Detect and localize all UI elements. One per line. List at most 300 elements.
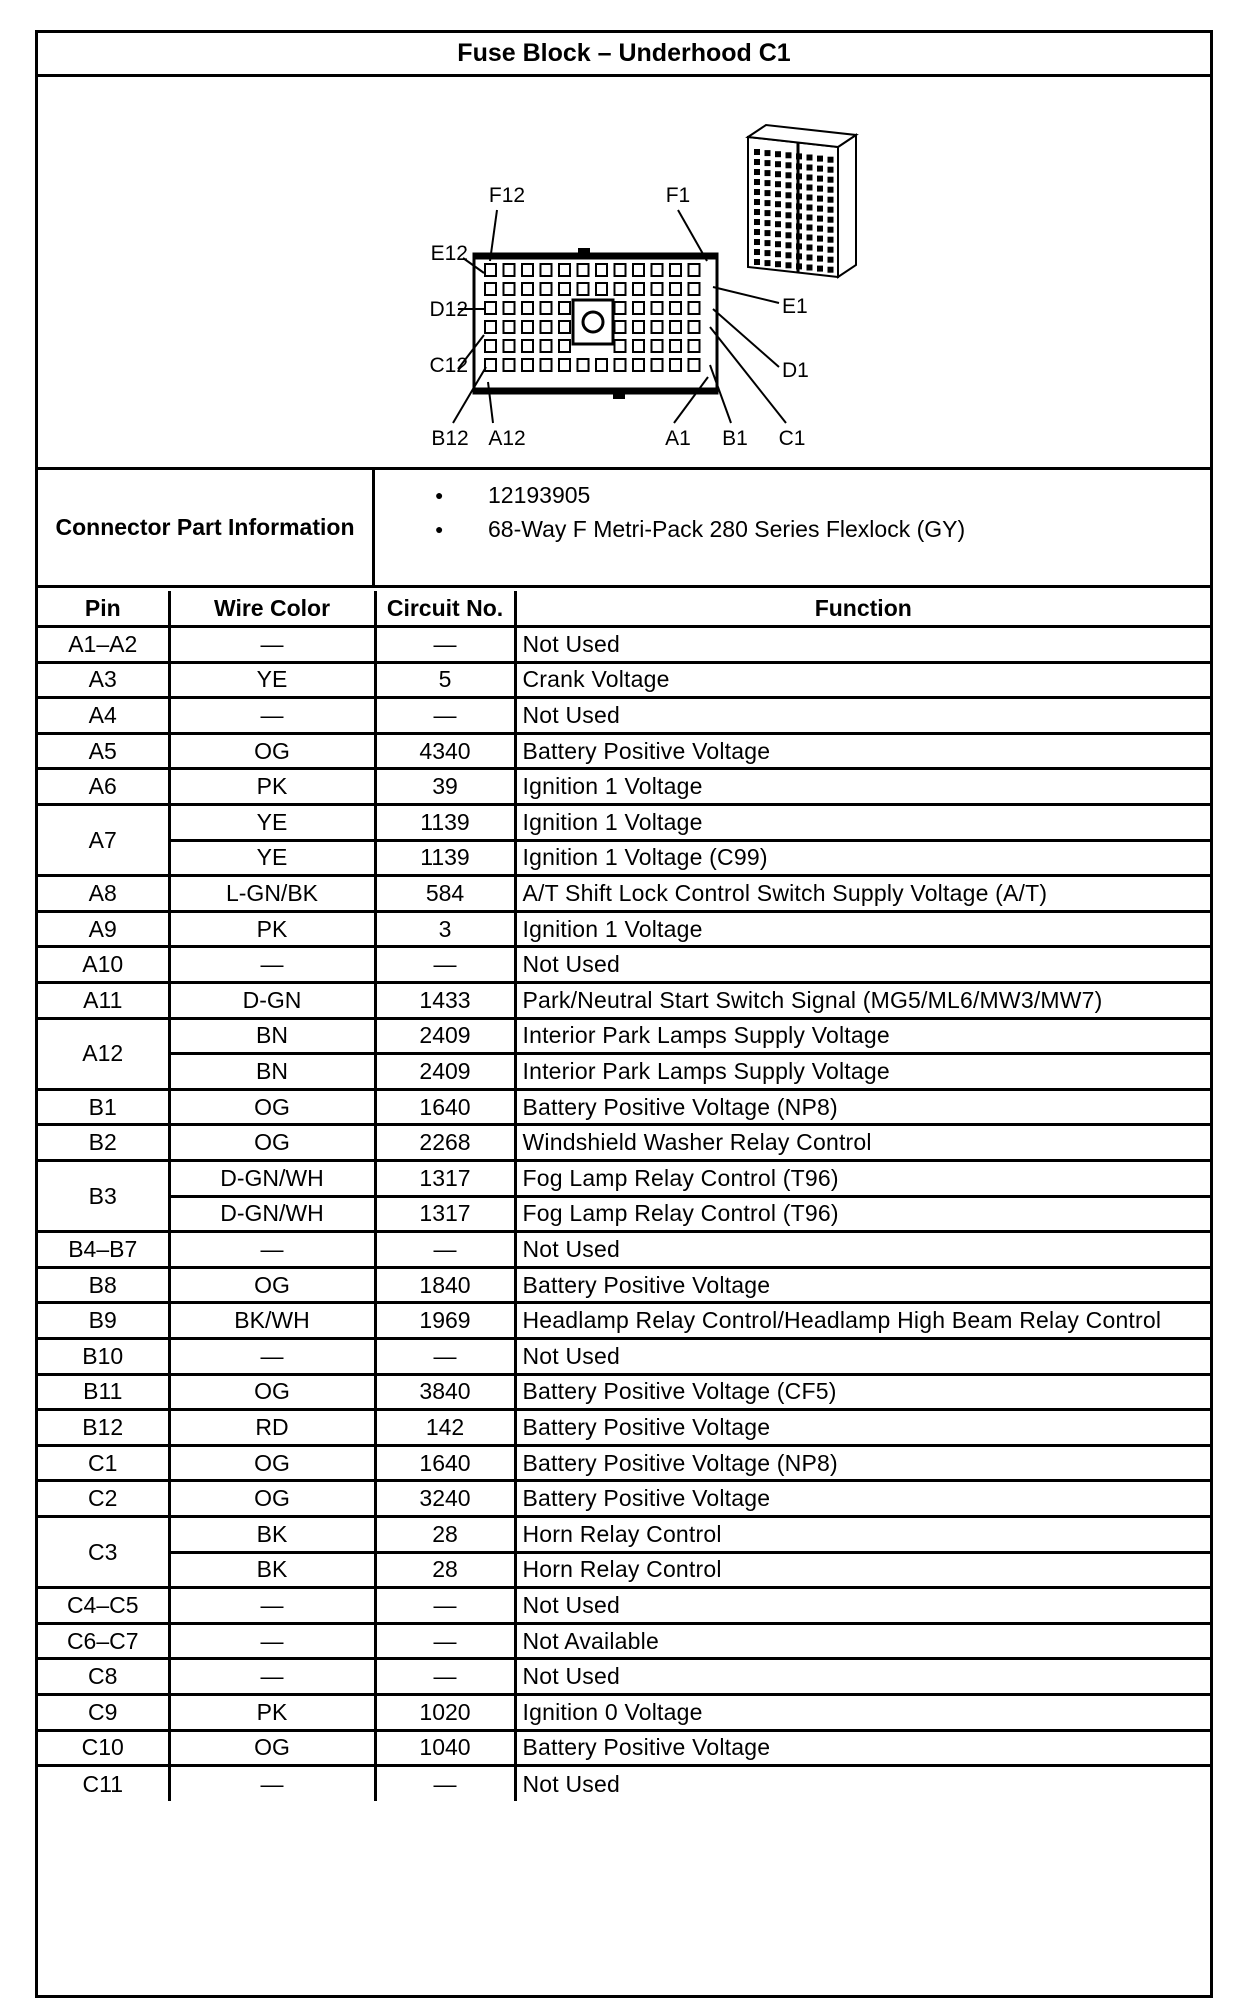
connector-diagram-panel bbox=[38, 77, 1210, 470]
thumbnail-cavity bbox=[817, 206, 823, 212]
label-e1: E1 bbox=[782, 295, 808, 318]
thumbnail-cavity bbox=[817, 176, 823, 182]
table-row bbox=[38, 1089, 1210, 1125]
pin-cavity bbox=[522, 340, 533, 352]
table-row bbox=[38, 983, 1210, 1019]
table-row bbox=[38, 1410, 1210, 1446]
circuit-cell: — bbox=[375, 1766, 515, 1802]
thumbnail-cavity bbox=[786, 252, 792, 258]
pin-cell: A12 bbox=[38, 1018, 169, 1089]
wire-color-cell: — bbox=[169, 947, 375, 983]
pin-cavity bbox=[689, 321, 700, 333]
circuit-cell: 1139 bbox=[375, 840, 515, 876]
wire-color-cell: D-GN/WH bbox=[169, 1196, 375, 1232]
pin-cavity bbox=[559, 302, 570, 314]
pin-cavity bbox=[689, 340, 700, 352]
function-cell: Battery Positive Voltage bbox=[515, 1410, 1210, 1446]
table-row bbox=[38, 1161, 1210, 1197]
function-cell: Horn Relay Control bbox=[515, 1552, 1210, 1588]
page-title: Fuse Block – Underhood C1 bbox=[38, 33, 1210, 77]
thumbnail-cavity bbox=[786, 232, 792, 238]
table-row bbox=[38, 1623, 1210, 1659]
label-b1: B1 bbox=[722, 427, 748, 450]
table-row bbox=[38, 840, 1210, 876]
pin-cell: B4–B7 bbox=[38, 1232, 169, 1268]
thumbnail-cavity bbox=[817, 156, 823, 162]
function-cell: Battery Positive Voltage (CF5) bbox=[515, 1374, 1210, 1410]
wire-color-cell: OG bbox=[169, 1445, 375, 1481]
thumbnail-cavity bbox=[754, 249, 760, 255]
thumbnail-cavity bbox=[754, 159, 760, 165]
table-row bbox=[38, 1730, 1210, 1766]
pin-cell: A9 bbox=[38, 911, 169, 947]
wire-color-cell: L-GN/BK bbox=[169, 876, 375, 912]
pin-cell: C3 bbox=[38, 1516, 169, 1587]
function-cell: Ignition 0 Voltage bbox=[515, 1694, 1210, 1730]
wire-color-cell: BK/WH bbox=[169, 1303, 375, 1339]
thumbnail-cavity bbox=[828, 217, 834, 223]
label-b12: B12 bbox=[431, 427, 469, 450]
thumbnail-cavity bbox=[807, 235, 813, 241]
pin-cavity bbox=[541, 302, 552, 314]
pin-cavity bbox=[485, 302, 496, 314]
thumbnail-cavity bbox=[775, 151, 781, 157]
pin-cavity bbox=[633, 340, 644, 352]
wire-color-cell: OG bbox=[169, 1125, 375, 1161]
connector-isometric-thumbnail bbox=[748, 125, 856, 277]
thumbnail-cavity bbox=[765, 200, 771, 206]
label-e12: E12 bbox=[430, 242, 468, 265]
function-cell: Ignition 1 Voltage bbox=[515, 911, 1210, 947]
pin-cell: A6 bbox=[38, 769, 169, 805]
pin-cavity bbox=[541, 359, 552, 371]
thumbnail-cavity bbox=[754, 229, 760, 235]
pin-cavity bbox=[541, 283, 552, 295]
pin-cavity bbox=[596, 283, 607, 295]
wire-color-cell: — bbox=[169, 627, 375, 663]
circuit-cell: 2409 bbox=[375, 1054, 515, 1090]
wire-color-cell: BN bbox=[169, 1054, 375, 1090]
wire-color-cell: YE bbox=[169, 840, 375, 876]
connector-top-tab bbox=[578, 248, 590, 257]
pin-cell: A3 bbox=[38, 662, 169, 698]
thumbnail-cavity bbox=[754, 189, 760, 195]
pin-cavity bbox=[522, 359, 533, 371]
label-c12: C12 bbox=[429, 354, 468, 377]
table-row bbox=[38, 1125, 1210, 1161]
table-row bbox=[38, 733, 1210, 769]
table-row bbox=[38, 662, 1210, 698]
wire-color-cell: BK bbox=[169, 1516, 375, 1552]
header-wire-color: Wire Color bbox=[169, 591, 375, 627]
circuit-cell: 5 bbox=[375, 662, 515, 698]
pin-cavity bbox=[485, 264, 496, 276]
pin-cavity bbox=[504, 302, 515, 314]
pin-cavity bbox=[652, 283, 663, 295]
pin-cavity bbox=[615, 264, 626, 276]
thumbnail-cavity bbox=[817, 266, 823, 272]
thumbnail-cavity bbox=[807, 165, 813, 171]
function-cell: Fog Lamp Relay Control (T96) bbox=[515, 1196, 1210, 1232]
circuit-cell: 1020 bbox=[375, 1694, 515, 1730]
pin-cell: A8 bbox=[38, 876, 169, 912]
pin-cavity bbox=[541, 264, 552, 276]
thumbnail-cavity bbox=[828, 157, 834, 163]
pin-cell: A4 bbox=[38, 698, 169, 734]
label-f12: F12 bbox=[488, 184, 526, 207]
pin-cavity bbox=[504, 359, 515, 371]
table-row bbox=[38, 1588, 1210, 1624]
circuit-cell: — bbox=[375, 627, 515, 663]
table-row bbox=[38, 1018, 1210, 1054]
wire-color-cell: PK bbox=[169, 911, 375, 947]
wire-color-cell: — bbox=[169, 1338, 375, 1374]
pin-cavity bbox=[670, 359, 681, 371]
thumbnail-cavity bbox=[828, 247, 834, 253]
pin-cavity bbox=[522, 264, 533, 276]
pin-cavity bbox=[652, 302, 663, 314]
thumbnail-cavity bbox=[754, 259, 760, 265]
pin-cell: C11 bbox=[38, 1766, 169, 1802]
pin-cavity bbox=[578, 264, 589, 276]
function-cell: Park/Neutral Start Switch Signal (MG5/ML6/MW3/MW7) bbox=[515, 983, 1210, 1019]
circuit-cell: 142 bbox=[375, 1410, 515, 1446]
connector-face-diagram bbox=[38, 77, 1210, 467]
pin-cavity bbox=[596, 359, 607, 371]
pinout-table-body bbox=[38, 627, 1210, 1802]
pin-cavity bbox=[504, 264, 515, 276]
pin-cavity bbox=[652, 264, 663, 276]
thumbnail-cavity bbox=[817, 166, 823, 172]
pin-cell: B10 bbox=[38, 1338, 169, 1374]
function-cell: Not Used bbox=[515, 1766, 1210, 1802]
thumbnail-cavity bbox=[775, 231, 781, 237]
pin-cell: B9 bbox=[38, 1303, 169, 1339]
pin-cavity bbox=[689, 302, 700, 314]
function-cell: Battery Positive Voltage bbox=[515, 1481, 1210, 1517]
pin-cell: A1–A2 bbox=[38, 627, 169, 663]
thumbnail-cavity bbox=[817, 236, 823, 242]
pin-cavity bbox=[633, 359, 644, 371]
table-row bbox=[38, 805, 1210, 841]
circuit-cell: 1317 bbox=[375, 1161, 515, 1197]
function-cell: Ignition 1 Voltage (C99) bbox=[515, 840, 1210, 876]
label-f1: F1 bbox=[665, 184, 691, 207]
pin-cavity bbox=[559, 264, 570, 276]
table-row bbox=[38, 1516, 1210, 1552]
function-cell: Not Used bbox=[515, 1588, 1210, 1624]
label-a12: A12 bbox=[488, 427, 526, 450]
pinout-table bbox=[38, 591, 1210, 1801]
wire-color-cell: D-GN bbox=[169, 983, 375, 1019]
thumbnail-cavity bbox=[754, 209, 760, 215]
table-row bbox=[38, 947, 1210, 983]
thumbnail-cavity bbox=[775, 181, 781, 187]
circuit-cell: 1040 bbox=[375, 1730, 515, 1766]
header-circuit-no: Circuit No. bbox=[375, 591, 515, 627]
thumbnail-cavity bbox=[807, 245, 813, 251]
wire-color-cell: RD bbox=[169, 1410, 375, 1446]
thumbnail-cavity bbox=[817, 186, 823, 192]
pin-cavity bbox=[689, 359, 700, 371]
circuit-cell: — bbox=[375, 1659, 515, 1695]
wire-color-cell: OG bbox=[169, 1089, 375, 1125]
pin-cell: B12 bbox=[38, 1410, 169, 1446]
table-row bbox=[38, 1267, 1210, 1303]
thumbnail-cavity bbox=[754, 149, 760, 155]
thumbnail-cavity bbox=[786, 212, 792, 218]
table-row bbox=[38, 1232, 1210, 1268]
circuit-cell: 1969 bbox=[375, 1303, 515, 1339]
thumbnail-cavity bbox=[807, 155, 813, 161]
pin-cavity bbox=[652, 321, 663, 333]
circuit-cell: 1433 bbox=[375, 983, 515, 1019]
pin-cavity bbox=[559, 283, 570, 295]
thumbnail-cavity bbox=[765, 210, 771, 216]
connector-info-label: Connector Part Information bbox=[38, 470, 375, 585]
pin-cavity bbox=[596, 264, 607, 276]
thumbnail-cavity bbox=[807, 195, 813, 201]
pin-cavity bbox=[615, 302, 626, 314]
circuit-cell: 3 bbox=[375, 911, 515, 947]
circuit-cell: 1139 bbox=[375, 805, 515, 841]
thumbnail-cavity bbox=[786, 202, 792, 208]
pin-cavity bbox=[541, 340, 552, 352]
connector-part-information bbox=[38, 470, 1210, 588]
function-cell: Battery Positive Voltage (NP8) bbox=[515, 1089, 1210, 1125]
pin-cavity bbox=[504, 283, 515, 295]
pin-cavity bbox=[504, 321, 515, 333]
table-row bbox=[38, 1054, 1210, 1090]
label-a1: A1 bbox=[665, 427, 691, 450]
pin-cell: C8 bbox=[38, 1659, 169, 1695]
thumbnail-cavity bbox=[807, 185, 813, 191]
circuit-cell: — bbox=[375, 1232, 515, 1268]
pin-cavity bbox=[578, 359, 589, 371]
thumbnail-cavity bbox=[828, 207, 834, 213]
thumbnail-cavity bbox=[828, 187, 834, 193]
label-d1: D1 bbox=[782, 359, 809, 382]
thumbnail-cavity bbox=[775, 191, 781, 197]
thumbnail-cavity bbox=[786, 152, 792, 158]
thumbnail-cavity bbox=[807, 225, 813, 231]
pin-cavity bbox=[559, 340, 570, 352]
pin-cavity bbox=[615, 359, 626, 371]
table-row bbox=[38, 1303, 1210, 1339]
table-row bbox=[38, 1374, 1210, 1410]
pin-cell: A11 bbox=[38, 983, 169, 1019]
function-cell: Horn Relay Control bbox=[515, 1516, 1210, 1552]
function-cell: Not Used bbox=[515, 627, 1210, 663]
pin-cavity bbox=[559, 359, 570, 371]
thumbnail-cavity bbox=[754, 179, 760, 185]
function-cell: Windshield Washer Relay Control bbox=[515, 1125, 1210, 1161]
function-cell: Battery Positive Voltage bbox=[515, 1730, 1210, 1766]
pin-cavity bbox=[485, 321, 496, 333]
thumbnail-cavity bbox=[807, 265, 813, 271]
thumbnail-cavity bbox=[817, 256, 823, 262]
connector-info-list bbox=[378, 478, 965, 546]
pin-cavity bbox=[689, 283, 700, 295]
thumbnail-cavity bbox=[807, 205, 813, 211]
pin-cavity bbox=[670, 340, 681, 352]
thumbnail-cavity bbox=[828, 227, 834, 233]
circuit-cell: 584 bbox=[375, 876, 515, 912]
thumbnail-cavity bbox=[786, 182, 792, 188]
label-c1: C1 bbox=[778, 427, 806, 450]
pin-cavity bbox=[633, 283, 644, 295]
wire-color-cell: — bbox=[169, 698, 375, 734]
wire-color-cell: BN bbox=[169, 1018, 375, 1054]
wire-color-cell: — bbox=[169, 1588, 375, 1624]
wire-color-cell: OG bbox=[169, 1730, 375, 1766]
thumbnail-cavity bbox=[765, 260, 771, 266]
thumbnail-cavity bbox=[786, 172, 792, 178]
thumbnail-cavity bbox=[807, 175, 813, 181]
circuit-cell: 2409 bbox=[375, 1018, 515, 1054]
thumbnail-cavity bbox=[828, 167, 834, 173]
function-cell: Interior Park Lamps Supply Voltage bbox=[515, 1054, 1210, 1090]
wire-color-cell: YE bbox=[169, 662, 375, 698]
table-row bbox=[38, 769, 1210, 805]
circuit-cell: 1840 bbox=[375, 1267, 515, 1303]
thumbnail-cavity bbox=[828, 257, 834, 263]
pin-cavity bbox=[522, 321, 533, 333]
pin-cavity bbox=[522, 283, 533, 295]
pin-cavity bbox=[652, 340, 663, 352]
wire-color-cell: PK bbox=[169, 769, 375, 805]
function-cell: Not Available bbox=[515, 1623, 1210, 1659]
table-row bbox=[38, 1196, 1210, 1232]
pin-cavity bbox=[670, 283, 681, 295]
thumbnail-cavity bbox=[786, 192, 792, 198]
circuit-cell: — bbox=[375, 1338, 515, 1374]
circuit-cell: 4340 bbox=[375, 733, 515, 769]
thumbnail-cavity bbox=[775, 251, 781, 257]
table-row bbox=[38, 627, 1210, 663]
thumbnail-cavity bbox=[775, 241, 781, 247]
wire-color-cell: OG bbox=[169, 733, 375, 769]
pin-cavity bbox=[670, 302, 681, 314]
thumbnail-cavity bbox=[828, 237, 834, 243]
thumbnail-cavity bbox=[765, 220, 771, 226]
table-row bbox=[38, 1552, 1210, 1588]
thumbnail-cavity bbox=[817, 226, 823, 232]
wire-color-cell: BK bbox=[169, 1552, 375, 1588]
pin-cavity bbox=[485, 359, 496, 371]
circuit-cell: 3240 bbox=[375, 1481, 515, 1517]
thumbnail-cavity bbox=[807, 215, 813, 221]
thumbnail-cavity bbox=[754, 219, 760, 225]
pin-cavity bbox=[578, 283, 589, 295]
table-row bbox=[38, 1694, 1210, 1730]
pin-cavity bbox=[559, 321, 570, 333]
table-row bbox=[38, 698, 1210, 734]
pin-cell: A10 bbox=[38, 947, 169, 983]
table-row bbox=[38, 911, 1210, 947]
thumbnail-cavity bbox=[775, 161, 781, 167]
pin-cell: B3 bbox=[38, 1161, 169, 1232]
wire-color-cell: YE bbox=[169, 805, 375, 841]
thumbnail-cavity bbox=[828, 267, 834, 273]
function-cell: Not Used bbox=[515, 947, 1210, 983]
pin-cavity bbox=[670, 321, 681, 333]
wire-color-cell: — bbox=[169, 1232, 375, 1268]
connector-bottom-tab bbox=[613, 390, 625, 399]
thumbnail-cavity bbox=[765, 250, 771, 256]
pin-cell: B11 bbox=[38, 1374, 169, 1410]
circuit-cell: 28 bbox=[375, 1516, 515, 1552]
thumbnail-cavity bbox=[775, 221, 781, 227]
pin-cavity bbox=[652, 359, 663, 371]
circuit-cell: 3840 bbox=[375, 1374, 515, 1410]
function-cell: Ignition 1 Voltage bbox=[515, 805, 1210, 841]
thumbnail-cavity bbox=[754, 169, 760, 175]
function-cell: Battery Positive Voltage bbox=[515, 733, 1210, 769]
pin-cell: C1 bbox=[38, 1445, 169, 1481]
circuit-cell: — bbox=[375, 1588, 515, 1624]
circuit-cell: — bbox=[375, 947, 515, 983]
pin-cell: C4–C5 bbox=[38, 1588, 169, 1624]
thumbnail-cavity bbox=[765, 160, 771, 166]
thumbnail-cavity bbox=[786, 242, 792, 248]
pin-cavity bbox=[615, 321, 626, 333]
table-row bbox=[38, 1481, 1210, 1517]
function-cell: Interior Park Lamps Supply Voltage bbox=[515, 1018, 1210, 1054]
thumbnail-cavity bbox=[765, 190, 771, 196]
function-cell: Not Used bbox=[515, 698, 1210, 734]
wire-color-cell: OG bbox=[169, 1267, 375, 1303]
wire-color-cell: — bbox=[169, 1659, 375, 1695]
pin-cavity bbox=[541, 321, 552, 333]
pin-cell: B1 bbox=[38, 1089, 169, 1125]
pin-cavity bbox=[633, 302, 644, 314]
circuit-cell: 28 bbox=[375, 1552, 515, 1588]
function-cell: Fog Lamp Relay Control (T96) bbox=[515, 1161, 1210, 1197]
thumbnail-cavity bbox=[775, 211, 781, 217]
header-pin: Pin bbox=[38, 591, 169, 627]
pin-cell: C2 bbox=[38, 1481, 169, 1517]
thumbnail-cavity bbox=[786, 222, 792, 228]
pin-cavity bbox=[670, 264, 681, 276]
pin-cavity bbox=[485, 283, 496, 295]
pin-cell: C6–C7 bbox=[38, 1623, 169, 1659]
pin-cell: A7 bbox=[38, 805, 169, 876]
thumbnail-cavity bbox=[754, 199, 760, 205]
thumbnail-cavity bbox=[765, 170, 771, 176]
circuit-cell: 1640 bbox=[375, 1445, 515, 1481]
circuit-cell: — bbox=[375, 1623, 515, 1659]
function-cell: Not Used bbox=[515, 1338, 1210, 1374]
thumbnail-cavity bbox=[786, 262, 792, 268]
function-cell: Battery Positive Voltage (NP8) bbox=[515, 1445, 1210, 1481]
connector-part-number: ● 12193905 bbox=[378, 478, 965, 512]
thumbnail-cavity bbox=[765, 240, 771, 246]
function-cell: A/T Shift Lock Control Switch Supply Voltage (A/T) bbox=[515, 876, 1210, 912]
thumbnail-cavity bbox=[817, 246, 823, 252]
thumbnail-cavity bbox=[817, 196, 823, 202]
connector-description: ● 68-Way F Metri-Pack 280 Series Flexlock (GY) bbox=[378, 512, 965, 546]
thumbnail-cavity bbox=[807, 255, 813, 261]
pin-cavity bbox=[633, 321, 644, 333]
header-function: Function bbox=[515, 591, 1210, 627]
pin-cell: C9 bbox=[38, 1694, 169, 1730]
table-header-row bbox=[38, 591, 1210, 627]
circuit-cell: 1640 bbox=[375, 1089, 515, 1125]
wire-color-cell: — bbox=[169, 1623, 375, 1659]
thumbnail-cavity bbox=[765, 230, 771, 236]
pin-cell: A5 bbox=[38, 733, 169, 769]
